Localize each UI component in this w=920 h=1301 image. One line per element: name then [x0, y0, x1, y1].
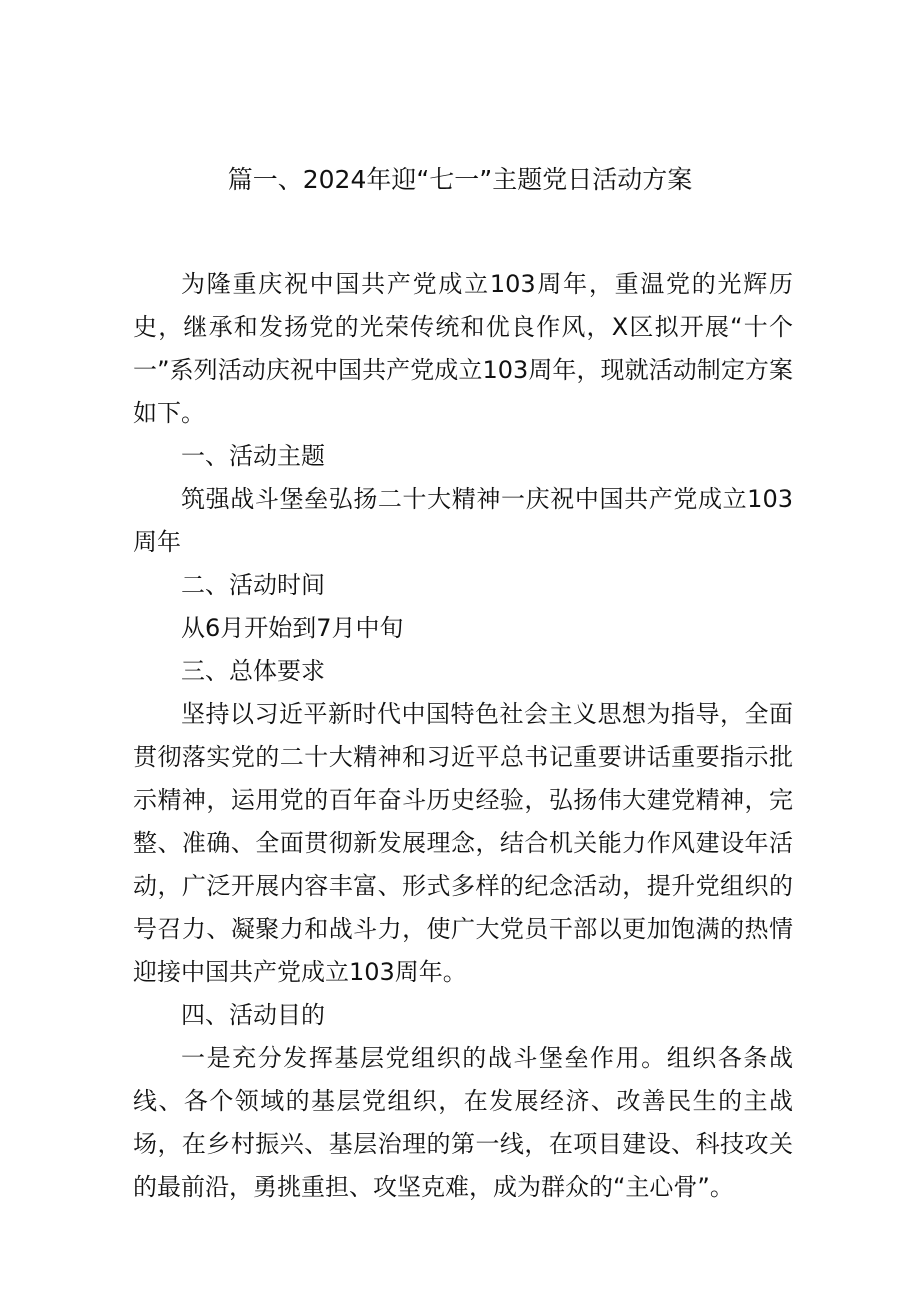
time-paragraph: 从6月开始到7月中旬: [181, 614, 404, 642]
section-heading-purpose: 四、活动目的: [181, 1001, 325, 1029]
document-body: [133, 263, 793, 1209]
theme-paragraph: 筑强战斗堡垒弘扬二十大精神一庆祝中国共产党成立103周年: [133, 485, 793, 556]
section-heading-requirements: 三、总体要求: [181, 657, 325, 685]
section-heading-time: 二、活动时间: [181, 571, 325, 599]
section-heading-theme: 一、活动主题: [181, 442, 325, 470]
purpose-paragraph: 一是充分发挥基层党组织的战斗堡垒作用。组织各条战线、各个领域的基层党组织，在发展经济、改善民生的主战场，在乡村振兴、基层治理的第一线，在项目建设、科技攻关的最前沿，勇挑重担、攻坚克难，成为群众的“主心骨”。: [133, 1044, 793, 1201]
document-title: 篇一、2024年迎“七一”主题党日活动方案: [227, 165, 693, 194]
intro-paragraph: 为隆重庆祝中国共产党成立103周年，重温党的光辉历史，继承和发扬党的光荣传统和优良作风，X区拟开展“十个一”系列活动庆祝中国共产党成立103周年，现就活动制定方案如下。: [133, 270, 793, 427]
requirements-paragraph: 坚持以习近平新时代中国特色社会主义思想为指导，全面贯彻落实党的二十大精神和习近平总书记重要讲话重要指示批示精神，运用党的百年奋斗历史经验，弘扬伟大建党精神，完整、准确、全面贯彻新发展理念，结合机关能力作风建设年活动，广泛开展内容丰富、形式多样的纪念活动，提升党组织的号召力、凝聚力和战斗力，使广大党员干部以更加饱满的热情迎接中国共产党成立103周年。: [133, 700, 793, 986]
